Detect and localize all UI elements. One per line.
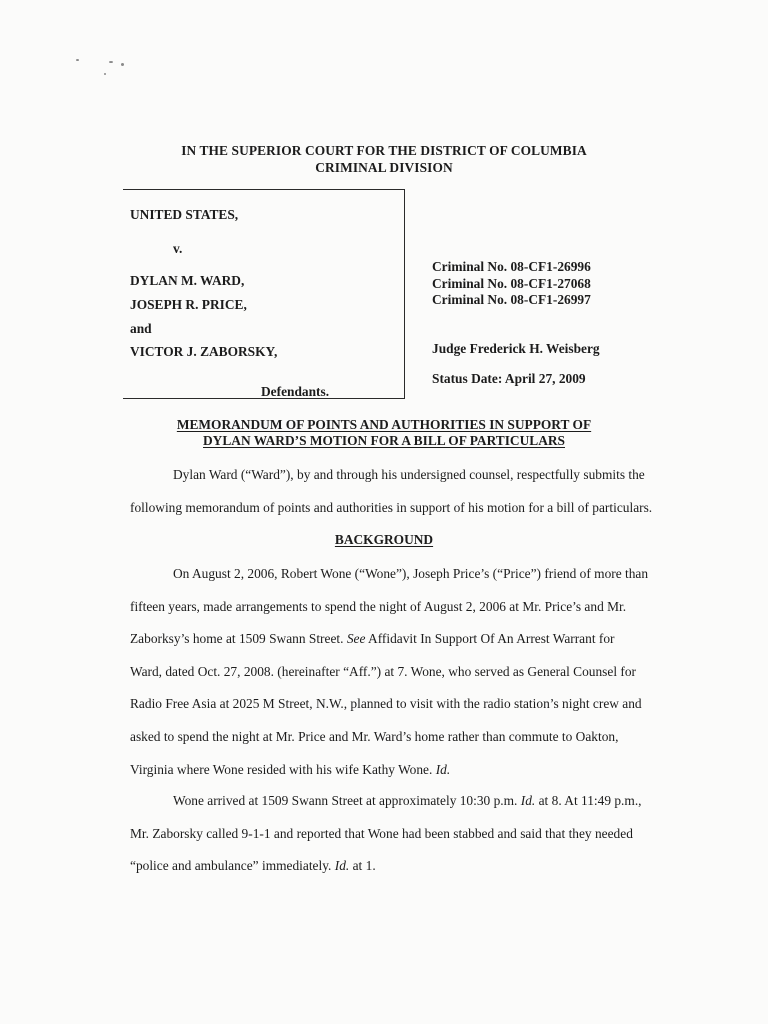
paragraph-line: On August 2, 2006, Robert Wone (“Wone”), Joseph Price’s (“Price”) friend of more than [173,566,649,581]
scan-speck [121,63,124,66]
caption-defendant-price: JOSEPH R. PRICE, [130,297,247,312]
court-heading [0,142,768,176]
caption-defendants-label: Defendants. [261,384,330,399]
paragraph-line: fifteen years, made arrangements to spend the night of August 2, 2006 at Mr. Price’s and Mr. [130,598,627,614]
caption-conjunction: and [130,321,152,336]
text-run: “police and ambulance” immediately. [130,858,335,874]
case-numbers [432,259,591,309]
citation-signal: Id. [435,761,451,777]
paragraph-line: asked to spend the night at Mr. Price and Mr. Ward’s home rather than commute to Oakton, [130,728,619,744]
case-number: Criminal No. 08-CF1-27068 [432,275,591,291]
judge-name: Judge Frederick H. Weisberg [432,341,600,356]
case-number: Criminal No. 08-CF1-26997 [432,292,591,307]
paragraph-line [130,623,690,656]
citation-signal: See [346,631,366,647]
caption-versus: v. [173,241,183,256]
text-run: Zaborksy’s home at 1509 Swann Street. [130,631,347,647]
scan-speck [104,73,106,75]
paragraph-line [130,754,690,787]
court-name: IN THE SUPERIOR COURT FOR THE DISTRICT OF COLUMBIA [181,143,587,158]
memorandum-title [0,417,768,449]
paragraph-line [130,850,690,883]
paragraph-line: Dylan Ward (“Ward”), by and through his undersigned counsel, respectfully submits the [173,467,645,482]
citation-signal: Id. [520,793,536,808]
case-number: Criminal No. 08-CF1-26996 [432,259,591,274]
text-run: Wone arrived at 1509 Swann Street at approximately 10:30 p.m. [173,793,521,808]
scan-speck [109,61,113,63]
background-paragraph [130,558,690,786]
text-run: at 1. [349,858,376,874]
caption-defendant-ward: DYLAN M. WARD, [130,273,245,288]
intro-paragraph [130,459,690,524]
paragraph-line: Mr. Zaborsky called 9-1-1 and reported that Wone had been stabbed and said that they needed [130,825,633,841]
paragraph-line [130,785,690,818]
court-division: CRIMINAL DIVISION [315,160,453,175]
background-paragraph [130,785,690,883]
caption-defendant-zaborsky: VICTOR J. ZABORSKY, [130,344,278,359]
text-run: at 8. At 11:49 p.m., [535,793,642,808]
memorandum-title-line: MEMORANDUM OF POINTS AND AUTHORITIES IN SUPPORT OF [176,417,592,432]
paragraph-line: following memorandum of points and authorities in support of his motion for a bill of particulars. [130,499,653,515]
scan-speck [76,59,79,61]
status-date: Status Date: April 27, 2009 [432,371,586,386]
section-heading: BACKGROUND [334,532,434,547]
text-run: Affidavit In Support Of An Arrest Warrant for [365,631,615,647]
caption-plaintiff: UNITED STATES, [130,207,239,222]
text-run: Virginia where Wone resided with his wife Kathy Wone. [130,761,436,777]
paragraph-line: Ward, dated Oct. 27, 2008. (hereinafter “Aff.”) at 7. Wone, who served as General Counsel for [130,663,637,679]
paragraph-line: Radio Free Asia at 2025 M Street, N.W., planned to visit with the radio station’s night crew and [130,696,642,712]
memorandum-title-line: DYLAN WARD’S MOTION FOR A BILL OF PARTICULARS [203,433,565,448]
citation-signal: Id. [334,858,350,874]
